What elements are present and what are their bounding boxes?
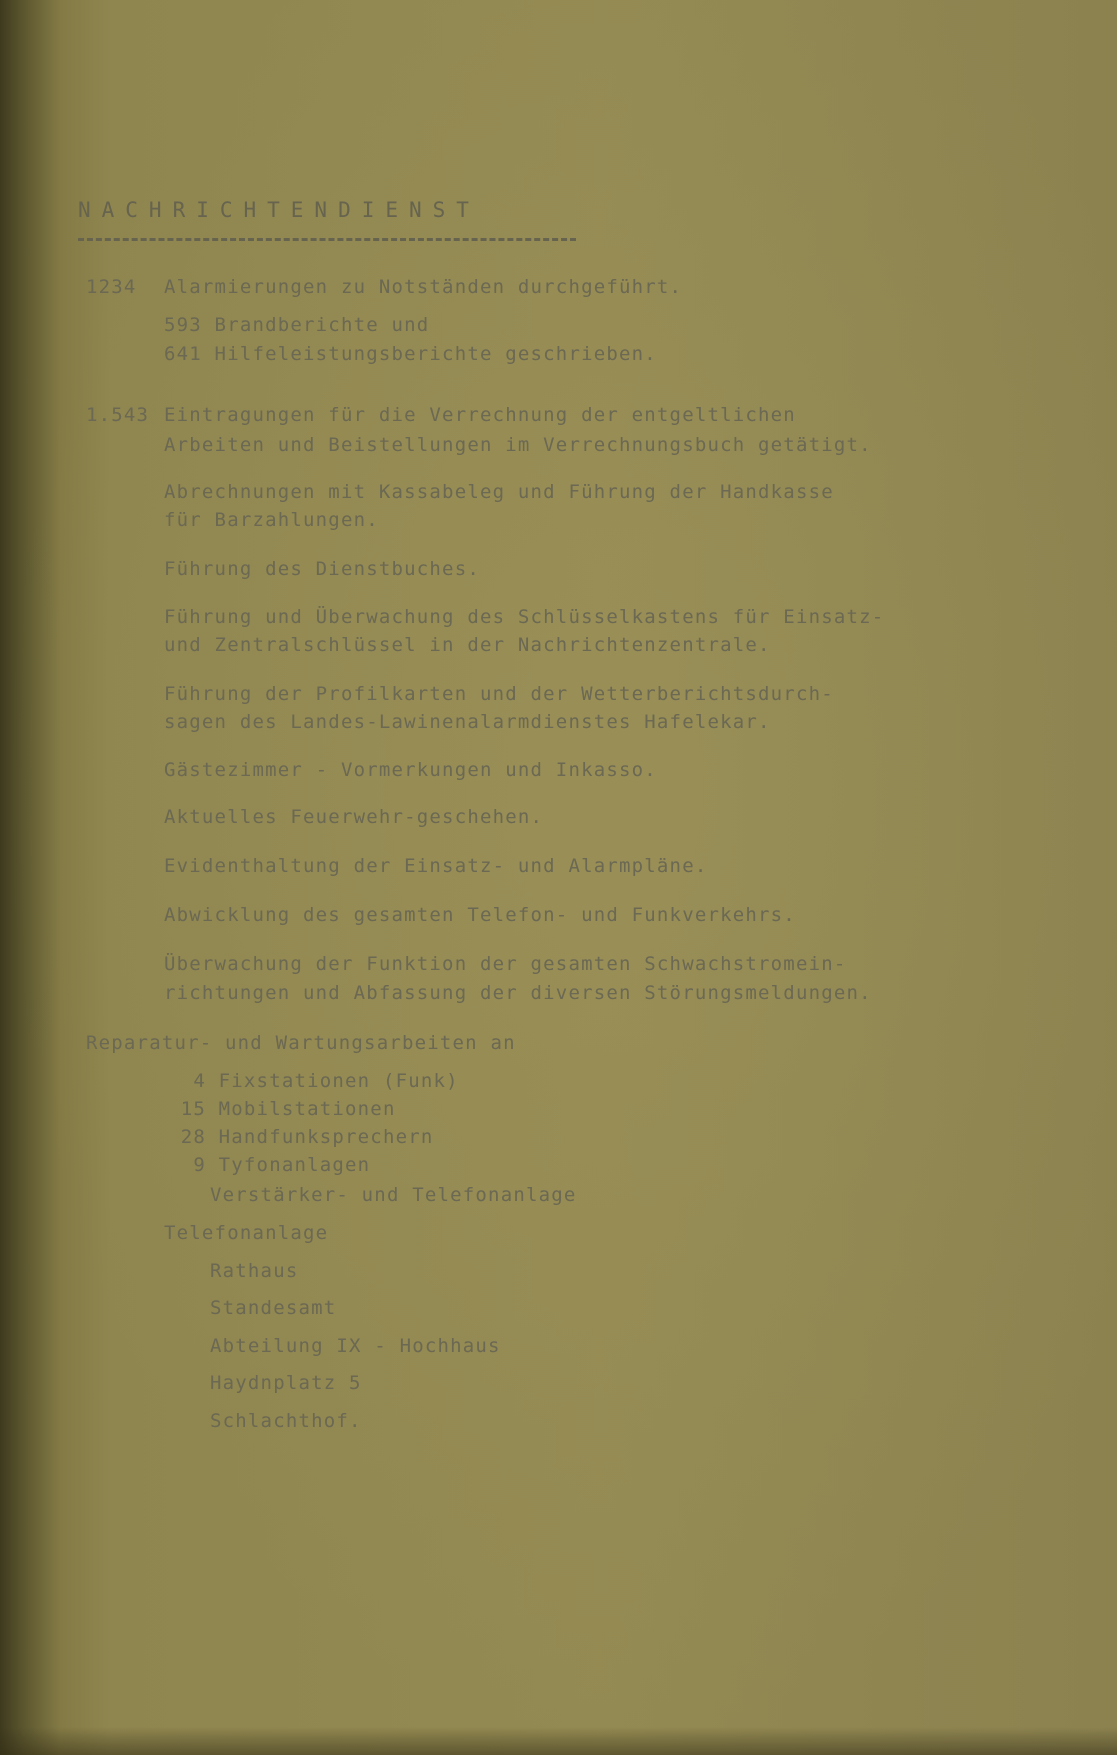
- paragraph-line: Überwachung der Funktion der gesamten Schwachstromein-: [164, 953, 847, 975]
- repair-item-count: 9: [193, 1154, 206, 1176]
- assistance-reports-line: 641 Hilfeleistungsberichte geschrieben.: [164, 343, 657, 365]
- location-item: Abteilung IX - Hochhaus: [210, 1335, 501, 1357]
- paragraph-line: Abwicklung des gesamten Telefon- und Funkverkehrs.: [164, 904, 796, 926]
- alarm-text: Alarmierungen zu Notständen durchgeführt.: [164, 276, 683, 298]
- paragraph-line: Gästezimmer - Vormerkungen und Inkasso.: [164, 759, 657, 781]
- fire-reports-line: 593 Brandberichte und: [164, 314, 430, 336]
- paragraph-line: Führung der Profilkarten und der Wetterberichtsdurch-: [164, 683, 834, 705]
- location-item: Haydnplatz 5: [210, 1372, 362, 1394]
- repair-item: [164, 1098, 396, 1120]
- paragraph-line: richtungen und Abfassung der diversen Störungsmeldungen.: [164, 982, 872, 1004]
- alarm-count: 1234: [86, 276, 137, 298]
- page-title: NACHRICHTENDIENST: [78, 198, 480, 222]
- repair-item-label: Tyfonanlagen: [218, 1154, 371, 1176]
- paragraph-line: für Barzahlungen.: [164, 509, 379, 531]
- repair-item-label: Mobilstationen: [218, 1098, 396, 1120]
- repair-item: [164, 1070, 459, 1092]
- location-item: Rathaus: [210, 1260, 299, 1282]
- repair-item-label: Fixstationen (Funk): [218, 1070, 459, 1092]
- paragraph-line: Führung und Überwachung des Schlüsselkastens für Einsatz-: [164, 606, 885, 628]
- entries-line-1: [86, 404, 796, 426]
- entries-line-2: Arbeiten und Beistellungen im Verrechnungsbuch getätigt.: [164, 434, 872, 456]
- paragraph-line: Evidenthaltung der Einsatz- und Alarmpläne.: [164, 855, 708, 877]
- repair-item-label: Handfunksprechern: [218, 1126, 434, 1148]
- paragraph-line: sagen des Landes-Lawinenalarmdienstes Hafelekar.: [164, 711, 771, 733]
- repair-item: [164, 1126, 434, 1148]
- repair-item: [164, 1154, 370, 1176]
- title-underline: [78, 238, 576, 241]
- telephone-heading: Telefonanlage: [164, 1222, 329, 1244]
- repair-item-count: 15: [180, 1098, 206, 1120]
- alarm-line: [86, 276, 682, 298]
- location-item: Schlachthof.: [210, 1410, 362, 1432]
- paragraph-line: Führung des Dienstbuches.: [164, 558, 480, 580]
- paragraph-line: Aktuelles Feuerwehr-geschehen.: [164, 806, 544, 828]
- page-bottom-shadow: [0, 1727, 1117, 1755]
- repair-item-count: 4: [193, 1070, 206, 1092]
- location-item: Standesamt: [210, 1297, 337, 1319]
- paragraph-line: und Zentralschlüssel in der Nachrichtenzentrale.: [164, 634, 771, 656]
- amplifier-line: Verstärker- und Telefonanlage: [210, 1184, 577, 1206]
- repairs-heading: Reparatur- und Wartungsarbeiten an: [86, 1032, 516, 1054]
- entries-count: 1.543: [86, 404, 150, 426]
- entries-text-1: Eintragungen für die Verrechnung der entgeltlichen: [164, 404, 796, 426]
- paragraph-line: Abrechnungen mit Kassabeleg und Führung der Handkasse: [164, 481, 834, 503]
- repair-item-count: 28: [180, 1126, 206, 1148]
